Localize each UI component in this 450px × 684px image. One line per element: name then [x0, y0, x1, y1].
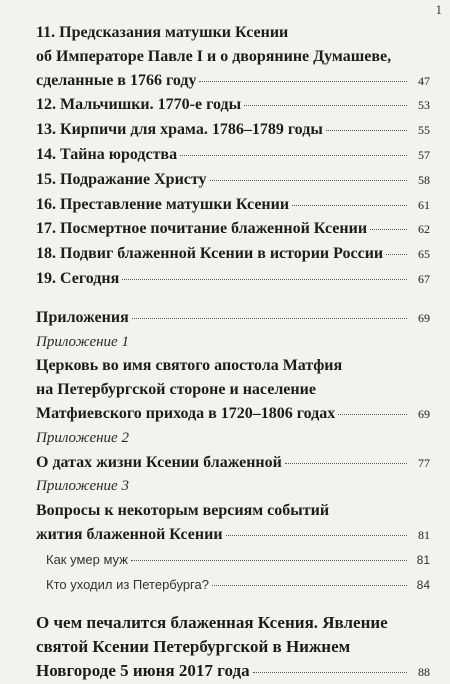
toc-page-number: 77 — [418, 455, 430, 470]
toc-page-number: 61 — [418, 197, 430, 212]
toc-page-number: 55 — [418, 123, 430, 138]
toc-entry-13[interactable] — [36, 118, 430, 143]
toc-entry-title: 14. Тайна юродства — [36, 145, 178, 163]
toc-entry-title: 16. Преставление матушки Ксении — [36, 195, 290, 213]
toc-page-number: 62 — [418, 222, 430, 237]
toc-entry-title: Матфиевского прихода в 1720–1806 годах — [36, 404, 336, 422]
toc-entry-17[interactable] — [36, 217, 430, 242]
toc-entry-title: Приложения — [36, 308, 129, 326]
toc-appendix-1[interactable] — [36, 354, 430, 426]
toc-entry-title: 17. Посмертное почитание блаженной Ксении — [36, 220, 368, 238]
toc-page-number: 47 — [418, 73, 430, 88]
page-number: 1 — [435, 2, 442, 17]
dot-leader — [199, 81, 407, 82]
toc-page-number: 88 — [418, 665, 430, 680]
toc-entry-line: Вопросы к некоторым версиям событий — [36, 502, 330, 520]
toc-page-number: 69 — [418, 310, 430, 325]
toc-appendix-2[interactable] — [36, 451, 430, 476]
toc-page-number: 81 — [418, 527, 430, 542]
toc-entry-line: святой Ксении Петербургской в Нижнем — [36, 637, 351, 657]
toc-subitem[interactable] — [36, 548, 430, 573]
toc-page-number: 67 — [418, 271, 430, 286]
toc-entry-15[interactable] — [36, 168, 430, 193]
dot-leader — [132, 318, 407, 319]
toc-page-number: 81 — [416, 552, 430, 567]
toc-page-number: 69 — [418, 406, 430, 421]
toc-page-number: 65 — [418, 247, 430, 262]
toc-entry-title: 19. Сегодня — [36, 269, 120, 287]
toc-entry-line: об Императоре Павле I и о дворянине Думашеве, — [36, 47, 392, 65]
dot-leader — [122, 279, 407, 280]
toc-page-number: 58 — [418, 172, 430, 187]
toc-entry-11[interactable] — [36, 21, 430, 93]
toc-subitem-title: Кто уходил из Петербурга? — [46, 576, 209, 592]
dot-leader — [292, 205, 407, 206]
toc-entry-18[interactable] — [36, 242, 430, 267]
dot-leader — [210, 180, 407, 181]
dot-leader — [244, 105, 407, 106]
toc-entry-title: 18. Подвиг блаженной Ксении в истории России — [36, 245, 384, 263]
toc-page-number: 53 — [418, 98, 430, 113]
toc-entry-title: 13. Кирпичи для храма. 1786–1789 годы — [36, 121, 323, 139]
toc-subitem[interactable] — [36, 573, 430, 598]
toc-entry-16[interactable] — [36, 193, 430, 218]
dot-leader — [212, 585, 407, 586]
toc-entry-19[interactable] — [36, 267, 430, 292]
dot-leader — [131, 560, 407, 561]
dot-leader — [338, 414, 407, 415]
toc-entry-title: О датах жизни Ксении блаженной — [36, 453, 282, 471]
dot-leader — [386, 254, 407, 255]
toc-entry-line: Церковь во имя святого апостола Матфия — [36, 357, 343, 375]
toc-entry-title: 12. Мальчишки. 1770-е годы — [36, 96, 242, 114]
toc-appendix-3[interactable] — [36, 499, 430, 548]
toc-page-number: 57 — [418, 147, 430, 162]
toc-entry-14[interactable] — [36, 143, 430, 168]
appendix-label: Приложение 2 — [36, 429, 129, 446]
toc-final-entry[interactable] — [36, 611, 430, 684]
toc-entry-line: О чем печалится блаженная Ксения. Явление — [36, 613, 388, 633]
dot-leader — [285, 463, 407, 464]
appendix-label: Приложение 1 — [36, 333, 129, 350]
toc-appendices-heading[interactable] — [36, 306, 430, 331]
toc-entry-title: жития блаженной Ксении — [36, 525, 223, 543]
dot-leader — [370, 229, 407, 230]
toc-entry-line: 11. Предсказания матушки Ксении — [36, 24, 289, 41]
dot-leader — [326, 130, 407, 131]
toc-entry-title: сделанные в 1766 году — [36, 71, 197, 89]
dot-leader — [253, 672, 407, 673]
dot-leader — [226, 535, 407, 536]
appendix-label: Приложение 3 — [36, 478, 129, 495]
toc-entry-title: Новгороде 5 июня 2017 года — [36, 661, 250, 681]
toc-entry-12[interactable] — [36, 93, 430, 118]
toc-page-number: 84 — [416, 577, 430, 592]
toc-subitem-title: Как умер муж — [46, 551, 128, 567]
toc-entry-title: 15. Подражание Христу — [36, 170, 207, 188]
table-of-contents — [36, 21, 430, 684]
toc-entry-line: на Петербургской стороне и население — [36, 381, 316, 399]
dot-leader — [180, 155, 407, 156]
